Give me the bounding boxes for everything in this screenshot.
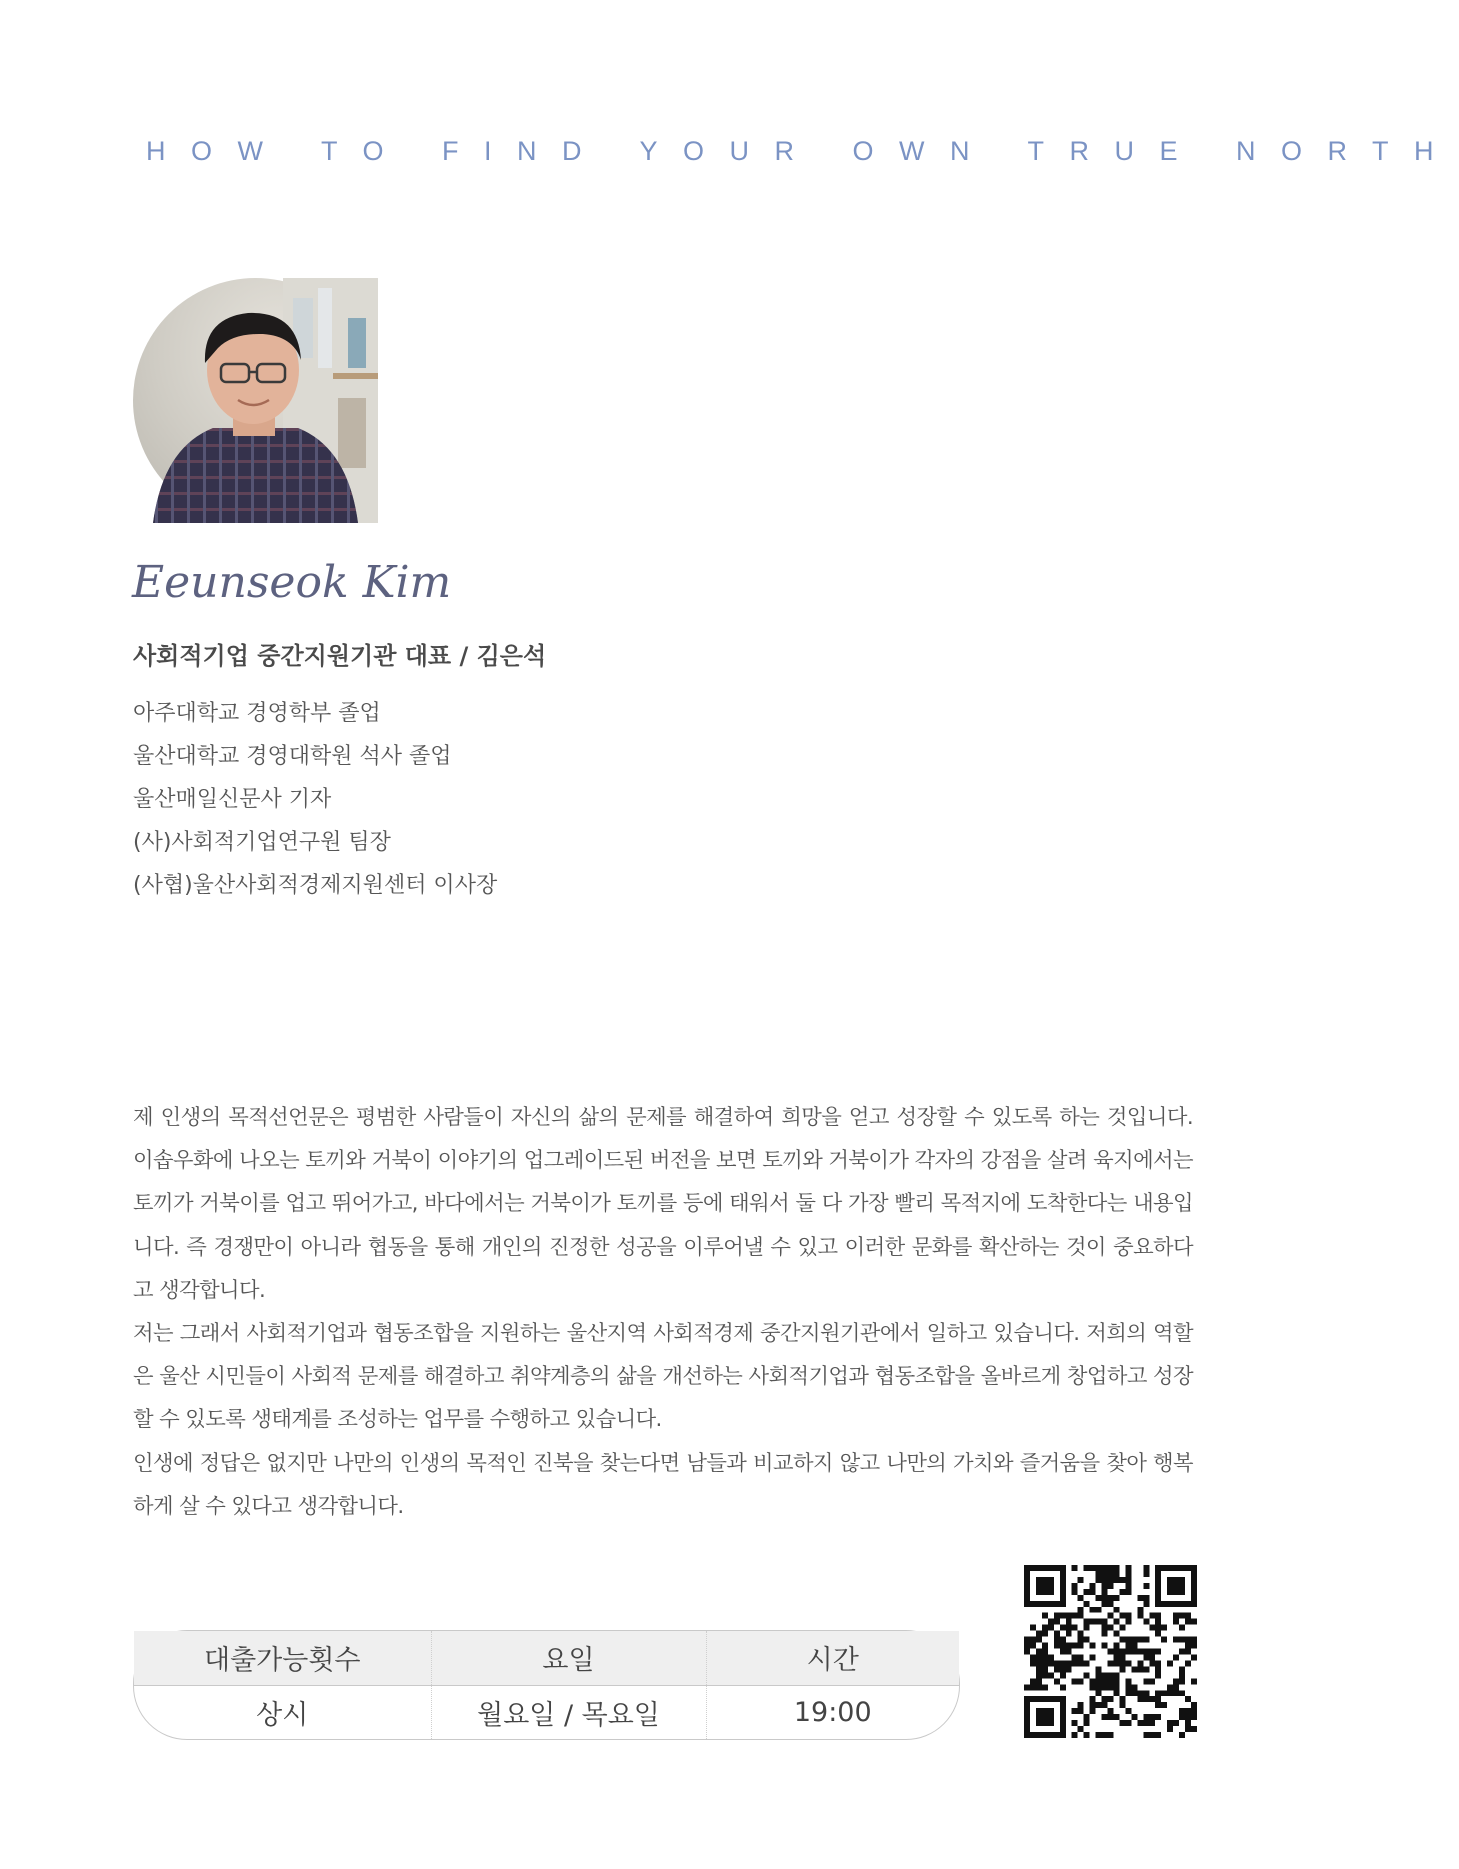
bio-paragraph: 저는 그래서 사회적기업과 협동조합을 지원하는 울산지역 사회적경제 중간지원기관에서 일하고 있습니다. 저희의 역할은 울산 시민들이 사회적 문제를 해결하고 취약계층의 삶을 개선하는 사회적기업과 협동조합을 올바르게 창업하고 성장할 수 있도록 생태계를 조성하는 업무를 수행하고 있습니다. (133, 1321, 1193, 1433)
cell-day: 월요일 / 목요일 (431, 1685, 706, 1739)
cell-time: 19:00 (706, 1685, 959, 1739)
career-item: (사)사회적기업연구원 팀장 (133, 830, 391, 855)
signature (130, 545, 452, 615)
career-item: (사협)울산사회적경제지원센터 이사장 (133, 873, 498, 898)
profile-photo (133, 278, 378, 523)
header-loan-count: 대출가능횟수 (204, 1645, 361, 1677)
career-item: 울산매일신문사 기자 (133, 787, 332, 812)
header-day: 요일 (431, 1631, 706, 1685)
tagline: HOW TO FIND YOUR OWN TRUE NORTH (146, 136, 1459, 166)
signature-text: Eeunseok Kim (132, 557, 452, 608)
qr-code[interactable] (1024, 1565, 1197, 1738)
schedule-row (134, 1685, 959, 1739)
schedule-header-row (134, 1631, 959, 1685)
bio-paragraph: 인생에 정답은 없지만 나만의 인생의 목적인 진북을 찾는다면 남들과 비교하지 않고 나만의 가치와 즐거움을 찾아 행복하게 살 수 있다고 생각합니다. (133, 1450, 1193, 1519)
career-item: 아주대학교 경영학부 졸업 (133, 701, 381, 726)
cell-loan-count: 상시 (256, 1699, 309, 1731)
bio-section (133, 1096, 1193, 1528)
header-time: 시간 (706, 1631, 959, 1685)
schedule-table (133, 1630, 960, 1740)
bio-paragraph: 제 인생의 목적선언문은 평범한 사람들이 자신의 삶의 문제를 해결하여 희망을 얻고 성장할 수 있도록 하는 것입니다. 이솝우화에 나오는 토끼와 거북이 이야기의 업그레이드된 버전을 보면 토끼와 거북이가 각자의 강점을 살려 육지에서는 토끼가 거북이를 업고 뛰어가고, 바다에서는 거북이가 토끼를 등에 태워서 둘 다 가장 빨리 목적지에 도착한다는 내용입니다. 즉 경쟁만이 아니라 협동을 통해 개인의 진정한 성공을 이루어낼 수 있고 이러한 문화를 확산하는 것이 중요하다고 생각합니다. (133, 1105, 1193, 1303)
profile-title: 사회적기업 중간지원기관 대표 / 김은석 (133, 642, 547, 670)
career-item: 울산대학교 경영대학원 석사 졸업 (133, 744, 452, 769)
career-list (133, 692, 497, 907)
